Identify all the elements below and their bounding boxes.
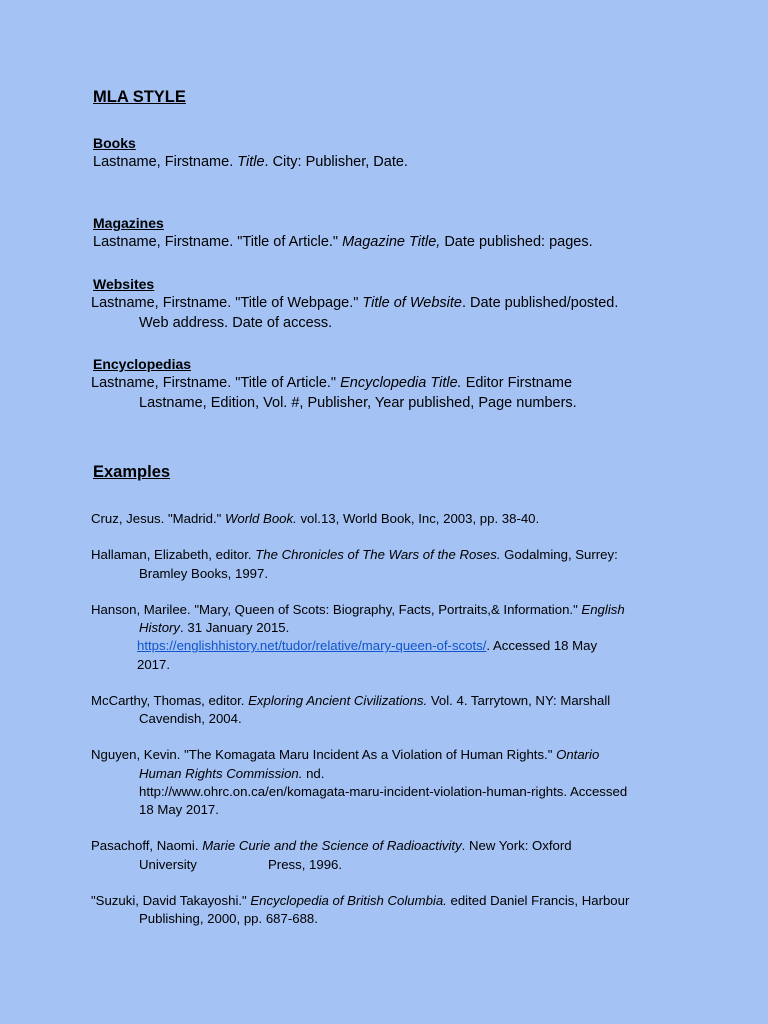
websites-format (91, 295, 618, 311)
example-hanson-line4: 2017. (137, 657, 171, 672)
example-hanson-date: . 31 January 2015. (180, 620, 290, 635)
example-hanson (91, 602, 625, 617)
example-cruz-rest: vol.13, World Book, Inc, 2003, pp. 38-40. (296, 511, 540, 526)
example-mccarthy-line2: Cavendish, 2004. (139, 711, 242, 726)
page-title: MLA STYLE (93, 88, 186, 106)
magazines-heading: Magazines (93, 215, 164, 231)
example-mccarthy-author: McCarthy, Thomas, editor. (91, 693, 249, 708)
example-nguyen-line4: 18 May 2017. (139, 802, 219, 817)
example-nguyen-author: Nguyen, Kevin. "The Komagata Maru Incident As a Violation of Human Rights." (91, 747, 557, 762)
example-suzuki-title: Encyclopedia of British Columbia. (250, 893, 447, 908)
example-suzuki (91, 893, 629, 908)
example-hallaman-rest: Godalming, Surrey: (500, 547, 618, 562)
example-cruz-title: World Book. (224, 511, 297, 526)
encyclopedias-heading: Encyclopedias (93, 356, 192, 372)
books-format-title: Title (237, 154, 265, 170)
example-suzuki-line2: Publishing, 2000, pp. 687-688. (139, 911, 318, 926)
example-pasachoff-line2b: Press, 1996. (268, 857, 343, 872)
books-format-author: Lastname, Firstname. (93, 154, 238, 170)
example-hanson-line2 (139, 620, 289, 635)
example-hallaman (91, 547, 618, 562)
example-cruz (91, 511, 539, 526)
example-hanson-title-part1: English (581, 602, 625, 617)
websites-format-title: Title of Website (362, 295, 462, 311)
encyclopedias-format-line2: Lastname, Edition, Vol. #, Publisher, Year published, Page numbers. (139, 395, 577, 411)
websites-format-line2: Web address. Date of access. (139, 315, 333, 331)
magazines-format-title: Magazine Title, (342, 234, 441, 250)
encyclopedias-format-title: Encyclopedia Title. (340, 375, 462, 391)
example-hanson-title-part2: History (139, 620, 181, 635)
books-heading: Books (93, 135, 136, 151)
magazines-format-rest: Date published: pages. (440, 234, 593, 250)
examples-heading: Examples (93, 463, 171, 481)
example-suzuki-author: "Suzuki, David Takayoshi." (91, 893, 251, 908)
books-format (93, 154, 408, 170)
example-pasachoff-title: Marie Curie and the Science of Radioactivity (202, 838, 462, 853)
example-nguyen-title-part1: Ontario (556, 747, 600, 762)
example-nguyen-line3: http://www.ohrc.on.ca/en/komagata-maru-incident-violation-human-rights. Accessed (139, 784, 628, 799)
encyclopedias-format-rest: Editor Firstname (461, 375, 573, 391)
example-mccarthy-rest: Vol. 4. Tarrytown, NY: Marshall (427, 693, 611, 708)
example-hanson-line3 (137, 638, 597, 653)
websites-format-author: Lastname, Firstname. "Title of Webpage." (91, 295, 363, 311)
example-hanson-accessed: . Accessed 18 May (486, 638, 598, 653)
example-hallaman-line2: Bramley Books, 1997. (139, 566, 269, 581)
example-hanson-author: Hanson, Marilee. "Mary, Queen of Scots: Biography, Facts, Portraits,& Information." (91, 602, 582, 617)
magazines-format-author: Lastname, Firstname. "Title of Article." (93, 234, 343, 250)
example-pasachoff-rest: . New York: Oxford (461, 838, 572, 853)
example-pasachoff (91, 838, 572, 853)
books-format-rest: . City: Publisher, Date. (264, 154, 408, 170)
example-cruz-author: Cruz, Jesus. "Madrid." (91, 511, 225, 526)
example-pasachoff-line2a: University (139, 857, 197, 872)
example-nguyen (91, 747, 599, 762)
magazines-format (93, 234, 593, 250)
example-hallaman-title: The Chronicles of The Wars of the Roses. (255, 547, 501, 562)
example-hanson-url-link[interactable]: https://englishhistory.net/tudor/relative/mary-queen-of-scots/ (137, 638, 487, 653)
example-suzuki-rest: edited Daniel Francis, Harbour (446, 893, 630, 908)
example-mccarthy-title: Exploring Ancient Civilizations. (248, 693, 428, 708)
websites-format-rest: . Date published/posted. (461, 295, 619, 311)
websites-heading: Websites (93, 276, 155, 292)
example-hallaman-author: Hallaman, Elizabeth, editor. (91, 547, 256, 562)
example-mccarthy (91, 693, 610, 708)
example-nguyen-title-part2: Human Rights Commission. (139, 766, 303, 781)
example-nguyen-date: nd. (302, 766, 325, 781)
encyclopedias-format (91, 375, 572, 391)
example-nguyen-line2 (139, 766, 324, 781)
example-pasachoff-author: Pasachoff, Naomi. (91, 838, 203, 853)
encyclopedias-format-author: Lastname, Firstname. "Title of Article." (91, 375, 341, 391)
